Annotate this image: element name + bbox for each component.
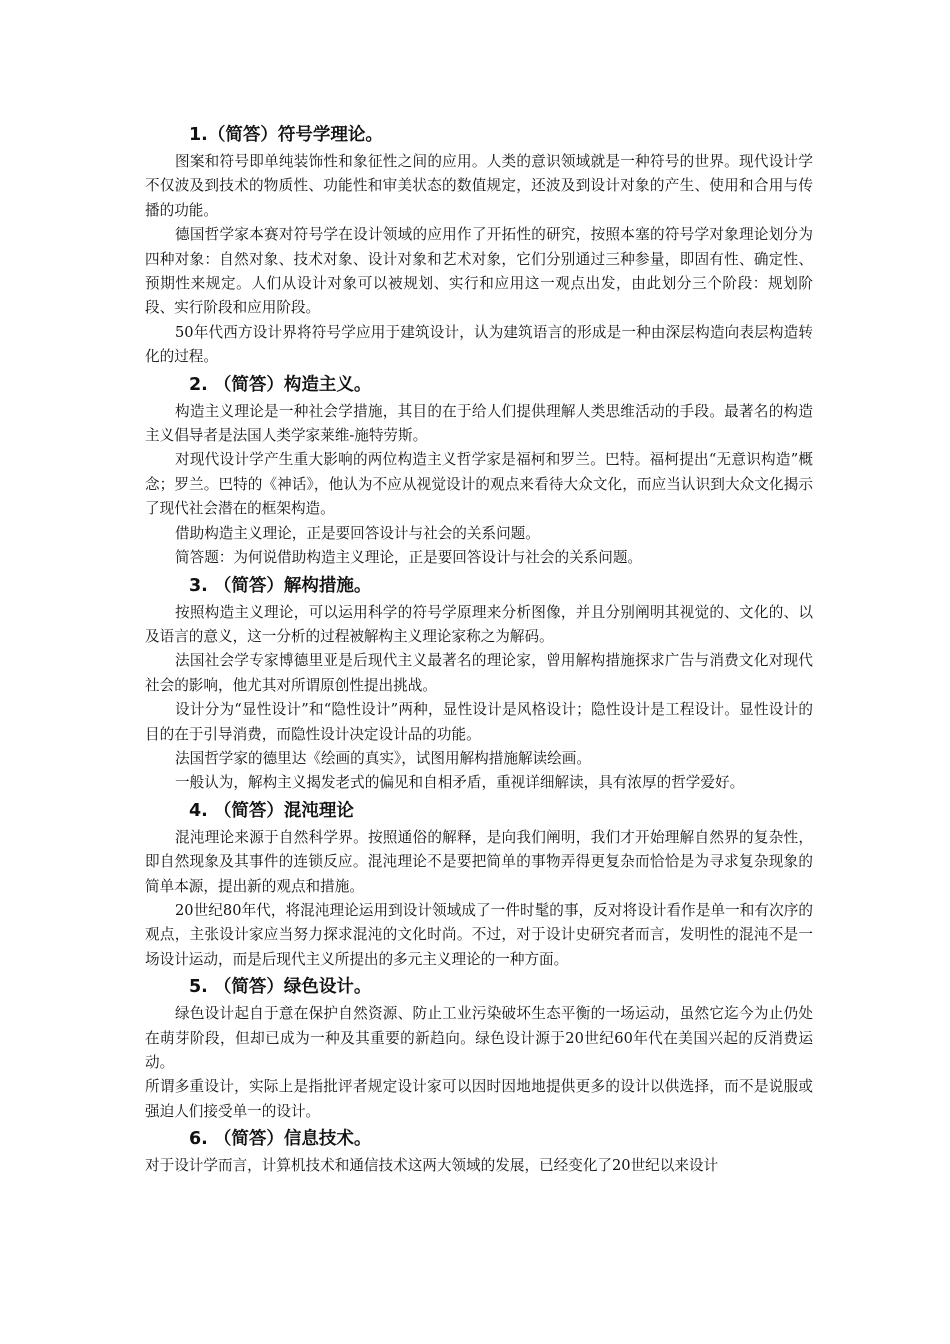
paragraph: 构造主义理论是一种社会学措施，其目的在于给人们提供理解人类思维活动的手段。最著名的构造主义倡导者是法国人类学家莱维-施特劳斯。 xyxy=(145,402,813,445)
section-heading: 5. （简答）绿色设计。 xyxy=(189,977,372,998)
section-2 xyxy=(145,370,813,571)
paragraph: 20世纪80年代，将混沌理论运用到设计领域成了一件时髦的事，反对将设计看作是单一和有次序的观点，主张设计家应当努力探求混沌的文化时尚。不过，对于设计史研究者而言，发明性的混沌不是一场设计运动，而是后现代主义所提出的多元主义理论的一种方面。 xyxy=(145,901,813,968)
paragraph: 德国哲学家本赛对符号学在设计领域的应用作了开拓性的研究，按照本塞的符号学对象理论划分为四种对象：自然对象、技术对象、设计对象和艺术对象，它们分别通过三种参量，即固有性、确定性、预期性来规定。人们从设计对象可以被规划、实行和应用这一观点出发，由此划分三个阶段：规划阶段、实行阶段和应用阶段。 xyxy=(145,226,813,317)
paragraph: 设计分为“显性设计”和“隐性设计”两种，显性设计是风格设计；隐性设计是工程设计。显性设计的目的在于引导消费，而隐性设计决定设计品的功能。 xyxy=(145,701,813,743)
section-5 xyxy=(145,972,813,1124)
section-3 xyxy=(145,571,813,796)
paragraph: 按照构造主义理论，可以运用科学的符号学原理来分析图像，并且分别阐明其视觉的、文化的、以及语言的意义，这一分析的过程被解构主义理论家称之为解码。 xyxy=(145,603,813,645)
paragraph: 借助构造主义理论，正是要回答设计与社会的关系问题。 xyxy=(175,524,540,542)
paragraph: 法国哲学家的德里达《绘画的真实》，试图用解构措施解读绘画。 xyxy=(175,749,591,767)
paragraph: 对现代设计学产生重大影响的两位构造主义哲学家是福柯和罗兰。巴特。福柯提出“无意识构造”概念；罗兰。巴特的《神话》，他认为不应从视觉设计的观点来看待大众文化，而应当认识到大众文化揭示了现代社会潜在的框架构造。 xyxy=(145,451,813,518)
section-1 xyxy=(145,120,813,370)
paragraph: 法国社会学专家博德里亚是后现代主义最著名的理论家，曾用解构措施探求广告与消费文化对现代社会的影响，他尤其对所谓原创性提出挑战。 xyxy=(145,652,813,694)
paragraph: 50年代西方设计界将符号学应用于建筑设计，认为建筑语言的形成是一种由深层构造向表层构造转化的过程。 xyxy=(145,323,813,366)
paragraph: 简答题：为何说借助构造主义理论，正是要回答设计与社会的关系问题。 xyxy=(175,549,643,567)
section-4 xyxy=(145,796,813,972)
document-page xyxy=(145,120,813,1179)
section-heading: 4. （简答）混沌理论 xyxy=(189,800,354,821)
section-heading: 1.（简答）符号学理论。 xyxy=(189,125,383,145)
section-heading: 6. （简答）信息技术。 xyxy=(189,1129,372,1150)
paragraph: 一般认为，解构主义揭发老式的偏见和自相矛盾，重视详细解读，具有浓厚的哲学爱好。 xyxy=(175,774,745,792)
section-heading: 3. （简答）解构措施。 xyxy=(189,575,372,596)
paragraph: 绿色设计起自于意在保护自然资源、防止工业污染破坏生态平衡的一场运动，虽然它迄今为止仍处在萌芽阶段，但却已成为一种及其重要的新趋向。绿色设计源于20世纪60年代在美国兴起的反消费运动。 xyxy=(145,1005,813,1071)
paragraph: 图案和符号即单纯装饰性和象征性之间的应用。人类的意识领域就是一种符号的世界。现代设计学不仅波及到技术的物质性、功能性和审美状态的数值规定，还波及到设计对象的产生、使用和合用与传播的功能。 xyxy=(145,153,813,219)
paragraph: 所谓多重设计，实际上是指批评者规定设计家可以因时因地地提供更多的设计以供选择，而不是说服或强迫人们接受单一的设计。 xyxy=(145,1078,813,1120)
paragraph: 混沌理论来源于自然科学界。按照通俗的解释，是向我们阐明，我们才开始理解自然界的复杂性，即自然现象及其事件的连锁反应。混沌理论不是要把简单的事物弄得更复杂而恰恰是为寻求复杂现象的简单本源，提出新的观点和措施。 xyxy=(145,828,813,895)
section-6 xyxy=(145,1124,813,1178)
section-heading: 2. （简答）构造主义。 xyxy=(189,374,372,395)
paragraph: 对于设计学而言，计算机技术和通信技术这两大领域的发展，已经变化了20世纪以来设计 xyxy=(145,1157,719,1175)
